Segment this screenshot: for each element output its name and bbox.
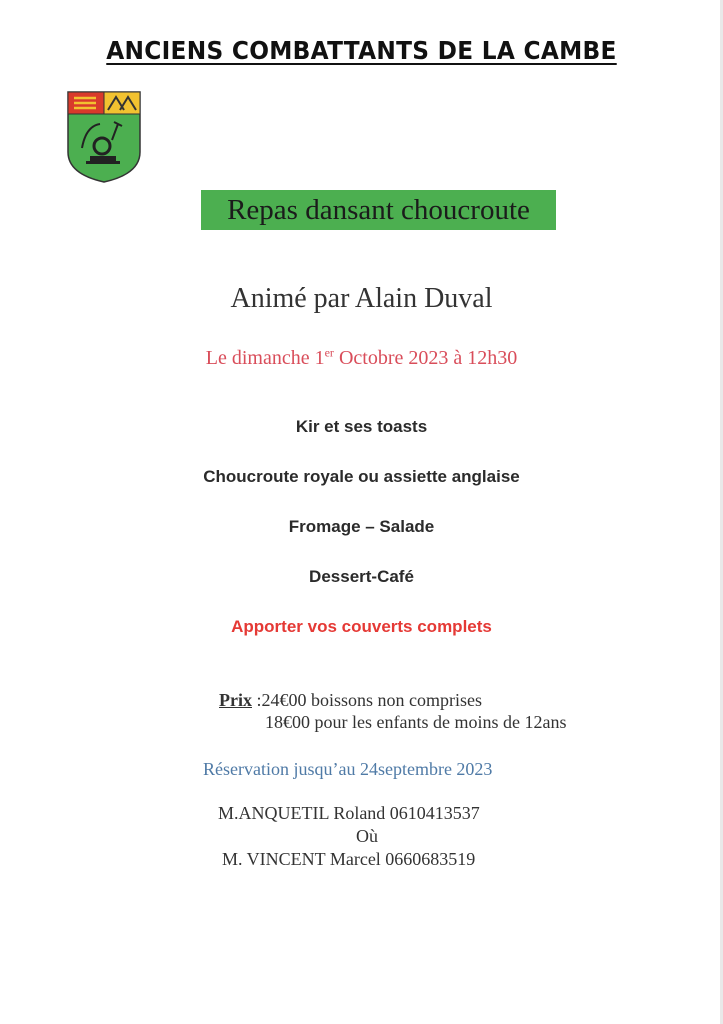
price-adult: :24€00 boissons non comprises xyxy=(252,690,483,710)
coat-of-arms-icon xyxy=(66,90,142,184)
contact-separator: Où xyxy=(356,826,378,846)
contact-2: M. VINCENT Marcel 0660683519 xyxy=(222,849,476,869)
price-label: Prix xyxy=(219,690,252,710)
menu-item: Fromage – Salade xyxy=(288,517,435,536)
reservation-deadline: Réservation jusqu’au 24septembre 2023 xyxy=(203,759,493,779)
date-prefix: Le dimanche 1 xyxy=(205,347,325,369)
price-line-1 xyxy=(219,690,482,711)
date-suffix: Octobre 2023 à 12h30 xyxy=(333,347,518,369)
cutlery-note: Apporter vos couverts complets xyxy=(231,617,492,636)
menu-item: Dessert-Café xyxy=(309,567,414,586)
contact-1: M.ANQUETIL Roland 0610413537 xyxy=(218,803,480,823)
animator-line: Animé par Alain Duval xyxy=(230,283,493,314)
date-ordinal: er xyxy=(324,345,334,360)
menu-item: Kir et ses toasts xyxy=(295,417,428,436)
page-title: ANCIENS COMBATTANTS DE LA CAMBE xyxy=(106,36,617,65)
event-title-banner: Repas dansant choucroute xyxy=(201,190,556,230)
price-line-2: 18€00 pour les enfants de moins de 12ans xyxy=(265,712,567,732)
menu-item: Choucroute royale ou assiette anglaise xyxy=(203,467,520,486)
event-date xyxy=(0,347,723,370)
